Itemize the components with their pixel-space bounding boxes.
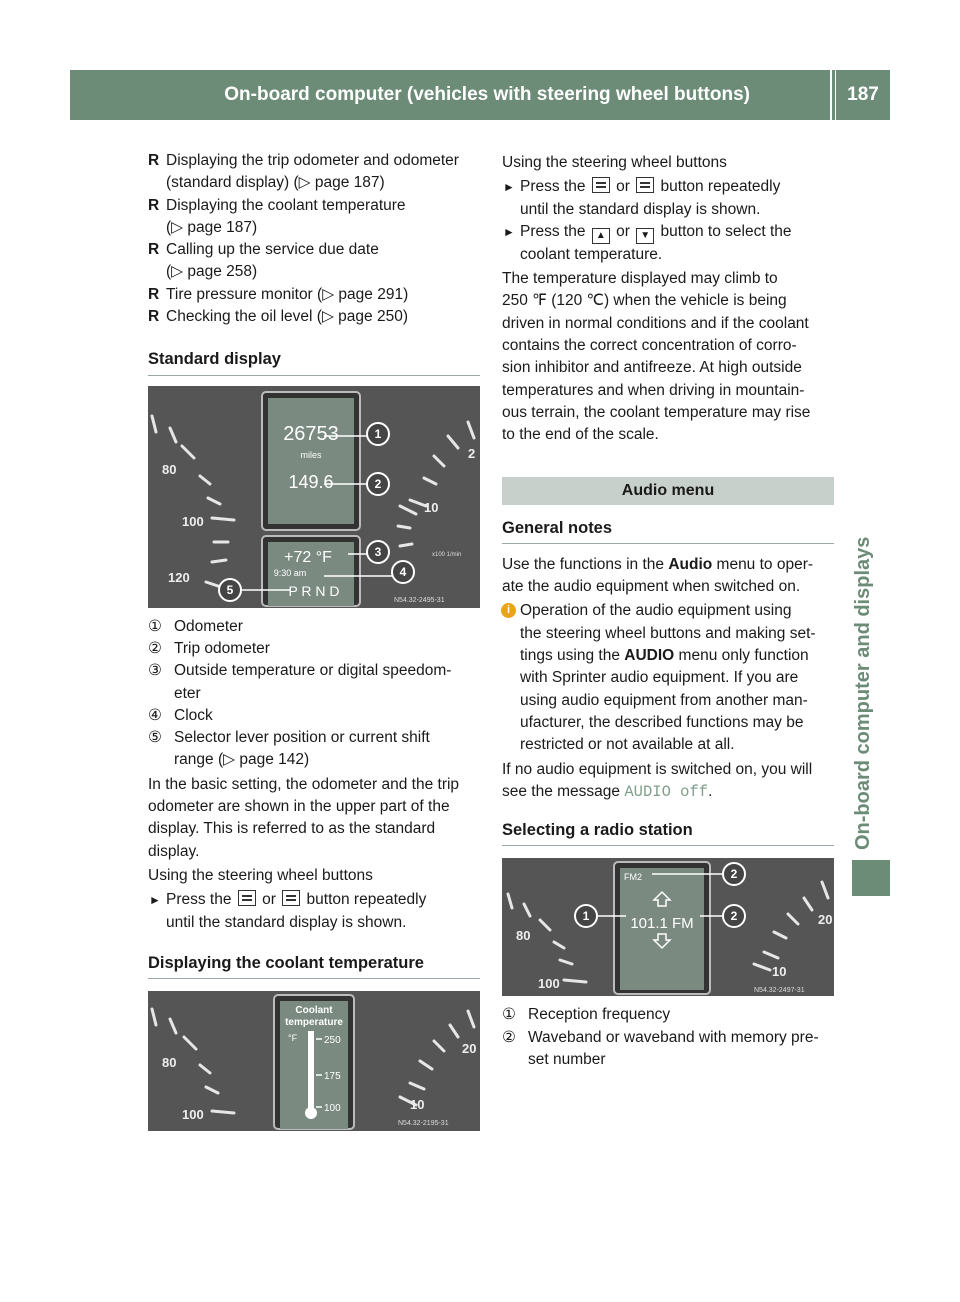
bullet-icon: R <box>148 285 160 303</box>
note-text: menu only function <box>678 647 809 665</box>
down-button-icon: ▼ <box>636 228 654 244</box>
temp-100-label: 100 <box>324 1103 341 1115</box>
clock-value: 9:30 am <box>273 567 307 578</box>
step-text: Press the <box>520 222 586 240</box>
step-text: coolant temperature. <box>520 245 663 263</box>
note-text: tings using the <box>520 647 620 665</box>
paragraph-line: contains the correct concentration of corro- <box>502 337 797 355</box>
left-column <box>148 150 480 1139</box>
rpm-20-label: 20 <box>818 912 833 928</box>
svg-text:5: 5 <box>226 582 234 597</box>
legend-number: ④ <box>148 706 162 724</box>
info-note <box>502 600 834 756</box>
legend-number: ⑤ <box>148 729 162 747</box>
legend-item <box>148 660 480 705</box>
rpm-unit-label: x100 1/min <box>432 551 462 558</box>
radio-display-illustration <box>502 858 834 996</box>
note-text: restricted or not available at all. <box>520 736 735 754</box>
info-icon: i <box>501 603 516 618</box>
section-banner-audio: Audio menu <box>502 477 834 505</box>
paragraph-line: In the basic setting, the odometer and the trip <box>148 775 460 793</box>
legend-text: set number <box>528 1051 606 1069</box>
list-item <box>148 239 480 284</box>
list-item-text: Checking the oil level (▷ page 250) <box>166 308 408 326</box>
legend-text: range (▷ page 142) <box>174 751 310 769</box>
page-number: 187 <box>847 84 879 105</box>
list-item <box>148 195 480 240</box>
figure-code: N54.32-2195-31 <box>398 1120 449 1128</box>
menu-forward-button-icon <box>282 890 300 906</box>
paragraph-text: see the message <box>502 782 621 800</box>
legend-number: ② <box>148 639 162 657</box>
list-item-text: (▷ page 187) <box>166 218 258 236</box>
paragraph: If no audio equipment is switched on, you will see the message AUDIO off. <box>502 760 813 801</box>
display-message: AUDIO off <box>624 782 709 801</box>
paragraph-line: temperatures and when driving in mountain- <box>502 381 805 399</box>
legend-number: ① <box>502 1006 516 1024</box>
bullet-icon: R <box>148 196 160 214</box>
paragraph <box>502 268 834 446</box>
paragraph-text: ate the audio equipment when switched on. <box>502 578 801 596</box>
standard-display-figure <box>148 386 480 608</box>
instruction-step <box>502 221 834 266</box>
svg-text:3: 3 <box>374 544 382 559</box>
legend-text: Clock <box>174 706 213 724</box>
step-text: or <box>616 222 630 240</box>
outside-temp-value: +72 °F <box>284 548 332 566</box>
speed-80-label: 80 <box>516 928 531 944</box>
menu-name: AUDIO <box>624 647 675 665</box>
menu-back-button-icon <box>238 890 256 906</box>
coolant-unit: °F <box>288 1033 298 1044</box>
legend-text: Waveband or waveband with memory pre- <box>528 1028 819 1046</box>
paragraph: Using the steering wheel buttons <box>148 866 373 884</box>
figure-code: N54.32-2495-31 <box>394 596 445 604</box>
list-item-text: Displaying the coolant temperature <box>166 196 406 214</box>
bullet-icon: R <box>148 308 160 326</box>
legend-number: ② <box>502 1028 516 1046</box>
preset-label: FM2 <box>624 872 642 883</box>
step-text: or <box>262 891 276 909</box>
step-text: or <box>616 178 630 196</box>
temp-175-label: 175 <box>324 1071 341 1083</box>
legend-text: eter <box>174 684 201 702</box>
header-divider <box>832 70 835 120</box>
note-text: using audio equipment from another man- <box>520 691 808 709</box>
instruction-step <box>148 889 480 934</box>
odometer-unit: miles <box>300 449 322 460</box>
coolant-figure <box>148 991 480 1131</box>
gear-selector-value: P R N D <box>288 582 340 599</box>
list-item-text: Tire pressure monitor (▷ page 291) <box>166 285 409 303</box>
coolant-title: Coolant <box>295 1005 333 1017</box>
list-item <box>148 284 480 306</box>
list-item <box>148 306 480 328</box>
odometer-value: 26753 <box>283 422 339 445</box>
note-text: Operation of the audio equipment using <box>520 602 792 620</box>
section-heading-coolant: Displaying the coolant temperature <box>148 952 480 979</box>
section-heading-general: General notes <box>502 517 834 544</box>
bullet-icon: R <box>148 152 160 169</box>
instrument-cluster-illustration <box>148 386 480 608</box>
arrow-icon: ► <box>503 224 515 239</box>
paragraph-line: display. <box>148 842 200 860</box>
rpm-10-label: 10 <box>772 964 787 980</box>
legend-item <box>148 705 480 727</box>
note-text: with Sprinter audio equipment. If you are <box>520 669 799 687</box>
step-text: Press the <box>166 891 232 909</box>
page-title: On-board computer (vehicles with steering wheel buttons) <box>224 84 750 105</box>
temp-250-label: 250 <box>324 1035 341 1047</box>
bullet-icon: R <box>148 241 160 259</box>
legend-item <box>502 1004 834 1026</box>
arrow-icon: ► <box>503 180 515 195</box>
svg-text:2: 2 <box>730 909 738 924</box>
paragraph-text: Use the functions in the <box>502 555 664 573</box>
legend-item <box>148 616 480 638</box>
legend-text: Reception frequency <box>528 1006 671 1024</box>
paragraph-line: driven in normal conditions and if the coolant <box>502 314 809 332</box>
list-item <box>148 150 480 195</box>
step-text: button repeatedly <box>306 891 427 909</box>
paragraph-line: 250 ℉ (120 ℃) when the vehicle is being <box>502 292 787 310</box>
note-text: ufacturer, the described functions may be <box>520 713 804 731</box>
menu-name: Audio <box>668 555 713 573</box>
header-bar <box>70 70 830 120</box>
figure-code: N54.32-2497-31 <box>754 987 805 995</box>
side-tab <box>852 130 890 850</box>
legend-text: Trip odometer <box>174 639 270 657</box>
step-text: button repeatedly <box>660 178 781 196</box>
speed-100-label: 100 <box>182 1107 204 1123</box>
speed-80-label: 80 <box>162 1055 177 1071</box>
paragraph-text: menu to oper- <box>716 555 814 573</box>
speed-80-label: 80 <box>162 461 177 477</box>
legend-number: ① <box>148 617 162 635</box>
up-button-icon: ▲ <box>592 228 610 244</box>
paragraph-text: If no audio equipment is switched on, you will <box>502 760 813 778</box>
menu-forward-button-icon <box>636 177 654 193</box>
list-item-text: Calling up the service due date <box>166 241 379 259</box>
svg-text:2: 2 <box>730 867 738 882</box>
legend-item <box>502 1027 834 1072</box>
legend-item <box>148 727 480 772</box>
legend-text: Selector lever position or current shift <box>174 729 430 747</box>
step-text: until the standard display is shown. <box>520 200 761 218</box>
rpm-10-label: 10 <box>410 1097 425 1113</box>
svg-text:1: 1 <box>582 909 590 924</box>
instruction-step <box>502 176 834 221</box>
step-text: until the standard display is shown. <box>166 913 407 931</box>
coolant-title: temperature <box>285 1017 343 1029</box>
legend-number: ③ <box>148 662 162 680</box>
right-column <box>502 150 834 1071</box>
legend-text: Outside temperature or digital speedom- <box>174 662 452 680</box>
menu-back-button-icon <box>592 177 610 193</box>
paragraph: Using the steering wheel buttons <box>502 154 727 171</box>
svg-text:1: 1 <box>374 426 382 441</box>
side-tab-marker <box>852 860 890 896</box>
side-tab-label: On-board computer and displays <box>852 536 874 850</box>
step-text: Press the <box>520 178 586 196</box>
rpm-20-label: 20 <box>462 1041 477 1057</box>
paragraph-line: to the end of the scale. <box>502 426 659 444</box>
legend-item <box>148 638 480 660</box>
list-item-text: (standard display) (▷ page 187) <box>166 174 385 192</box>
legend-text: Odometer <box>174 617 243 635</box>
rpm-10-label: 10 <box>424 499 439 515</box>
section-heading-radio: Selecting a radio station <box>502 819 834 846</box>
page-header <box>70 70 890 120</box>
paragraph-line: sion inhibitor and antifreeze. At high outside <box>502 359 802 377</box>
page-number-box <box>836 70 890 120</box>
list-item-text: (▷ page 258) <box>166 263 258 281</box>
arrow-icon: ► <box>149 893 161 908</box>
speed-120-label: 120 <box>168 569 190 585</box>
radio-figure <box>502 858 834 996</box>
svg-text:4: 4 <box>399 564 407 579</box>
speed-100-label: 100 <box>182 513 204 529</box>
paragraph <box>148 774 480 863</box>
note-text: the steering wheel buttons and making set- <box>520 624 816 642</box>
paragraph-line: ous terrain, the coolant temperature may rise <box>502 403 811 421</box>
step-text: button to select the <box>660 222 792 240</box>
svg-text:2: 2 <box>374 476 382 491</box>
paragraph-line: display. This is referred to as the standard <box>148 820 436 838</box>
list-item-text: Displaying the trip odometer and odometer <box>166 152 459 169</box>
paragraph-line: The temperature displayed may climb to <box>502 270 778 288</box>
section-heading-standard: Standard display <box>148 348 480 375</box>
trip-value: 149.6 <box>288 471 334 492</box>
frequency-value: 101.1 FM <box>630 915 694 933</box>
paragraph <box>502 554 834 599</box>
paragraph-line: odometer are shown in the upper part of the <box>148 798 450 816</box>
rpm-2-label: 2 <box>468 445 476 461</box>
coolant-gauge-illustration <box>148 991 480 1131</box>
speed-100-label: 100 <box>538 976 560 992</box>
